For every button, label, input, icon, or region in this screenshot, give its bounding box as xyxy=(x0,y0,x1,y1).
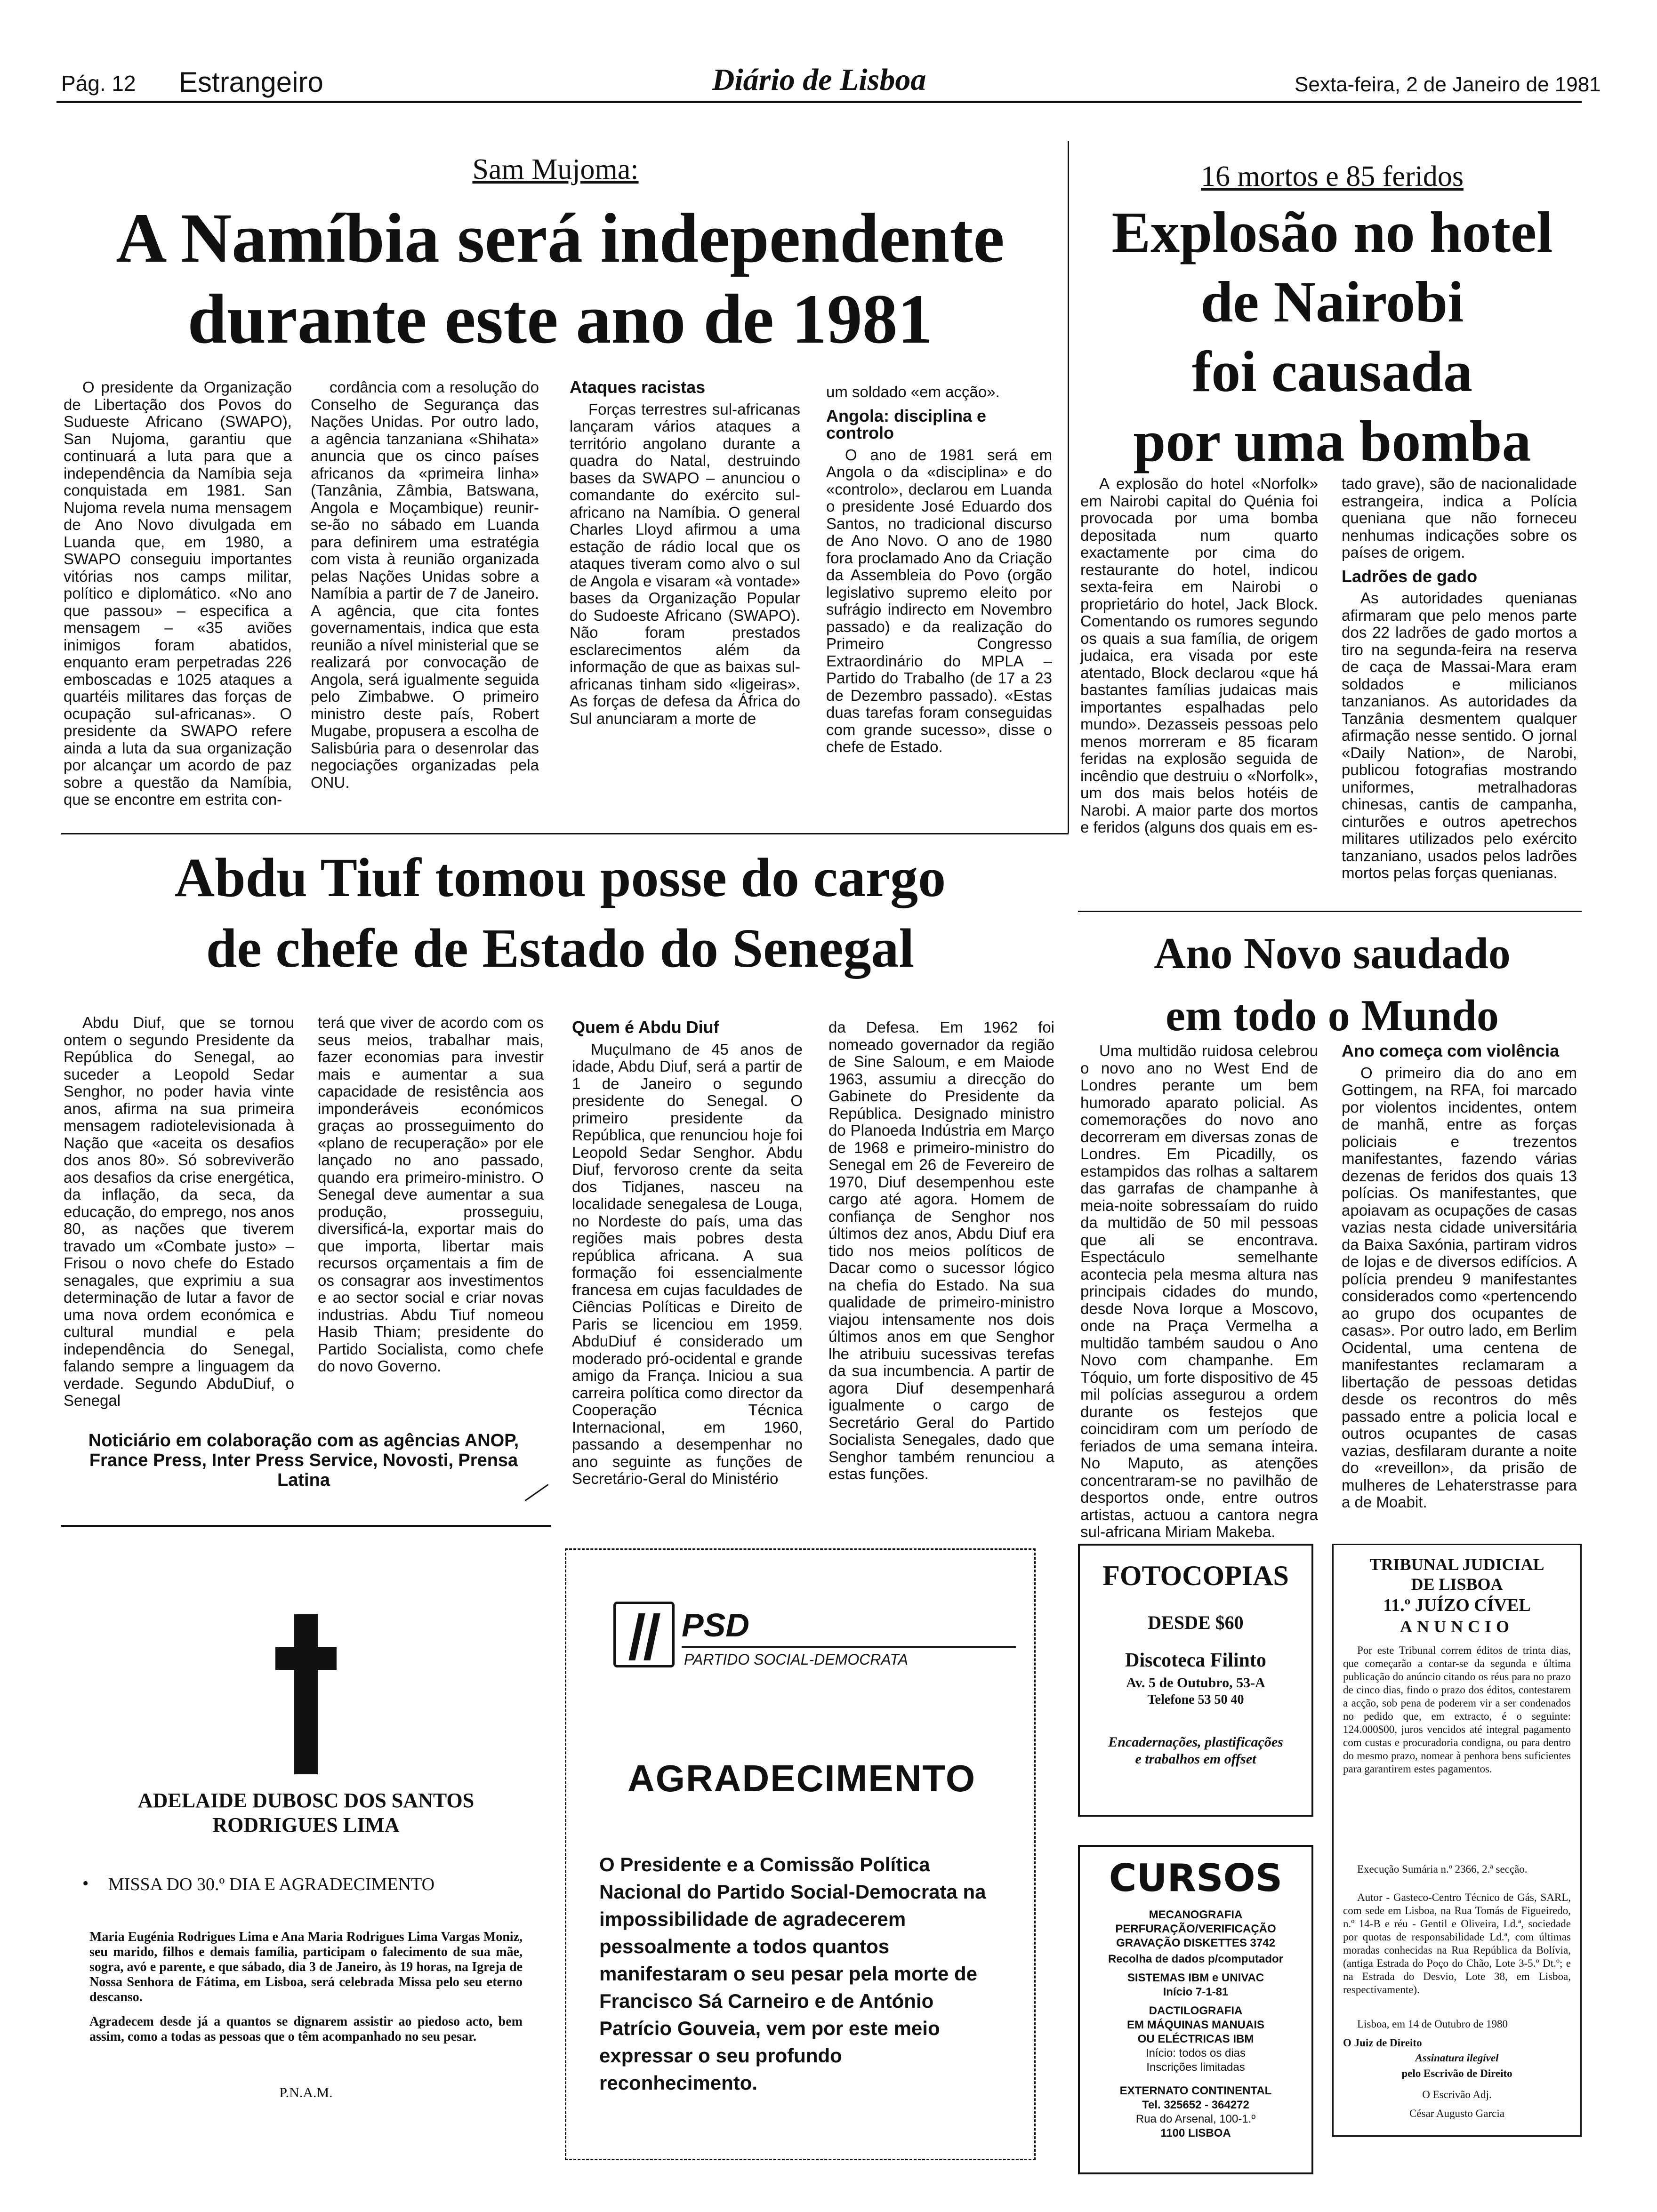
namibia-headline-line2: durante este ano de 1981 xyxy=(187,280,933,358)
nairobi-headline-line3: foi causada xyxy=(1192,339,1472,404)
fotocopias-title: FOTOCOPIAS xyxy=(1102,1560,1289,1591)
psd-title: AGRADECIMENTO xyxy=(627,1757,976,1799)
namibia-subhead-angola: Angola: disciplina e controlo xyxy=(826,406,987,442)
tribunal-anuncio: ANUNCIO xyxy=(1400,1617,1514,1636)
senegal-headline xyxy=(66,842,1054,984)
fotocopias-address: Av. 5 de Outubro, 53-A xyxy=(1126,1675,1265,1691)
namibia-text-4: O ano de 1981 será em Angola o da «disciplina» e do «controlo», declarou em Luanda o presidente José Eduardo dos Santos, no tradicional discurso de Ano Novo. O ano de 1980 fora proclamado Ano da Criação da Assembleia do Povo (orgão legislativo supremo eleito por sufrágio indirecto em Novembro passado) e da realização do Primeiro Congresso Extraordinário do MPLA – Partido do Trabalho (de 17 a 23 de Dezembro passado). «Estas duas tarefas foram conseguidas com grande sucesso», disse o chefe de Estado. xyxy=(826,446,1052,755)
namibia-text-1: O presidente da Organização de Libertação dos Povos do Sudueste Africano (SWAPO), San Nujoma, garantiu que continuará a luta para que a independência da Namíbia seja conquistada em 1981. San Nujoma revela numa mensagem de Ano Novo divulgada em Luanda que, em 1980, a SWAPO conseguiu importantes vitórias nos camps militar, político e diplomático. «No ano que passou» – especifica a mensagem – «35 aviões inimigos foram abatidos, enquanto eram perpetradas 226 emboscadas e 1025 ataques a quartéis militares das forças de ocupação sul-africanas». O presidente da SWAPO refere ainda a luta da sua organização por alcançar um acordo de paz sobre a questão da Namíbia, que se encontre em estrita con- xyxy=(64,378,292,808)
section-title: Estrangeiro xyxy=(179,66,323,98)
mid-rule-right xyxy=(1078,911,1582,912)
cursos-city: 1100 LISBOA xyxy=(1160,2127,1231,2140)
obituary-signature: P.N.A.M. xyxy=(279,2085,333,2100)
vertical-rule-top xyxy=(1068,141,1069,833)
fotocopias-ad xyxy=(1078,1544,1313,1817)
senegal-text-4: da Defesa. Em 1962 foi nomeado governador da região de Sine Saloum, e em Maiode 1963, assumiu a direcção do Gabinete do Presidente da República. Designado ministro do Planoeda Indústria em Março de 1968 e primeiro-ministro do Senegal em 26 de Fevereiro de 1970, Diuf desempenhou este cargo até agora. Homem de confiança de Senghor nos últimos dez anos, Abdu Diuf era tido nos meios políticos de Dacar como o sucessor lógico na chefia do Estado. Na sua qualidade de primeiro-ministro viajou intensamente nos dois últimos anos em que Senghor lhe atribuiu sucessivas terefas da sua incumbencia. A partir de agora Diuf desempenhará igualmente o cargo de Secretário Geral do Partido Socialista Senegales, dado que Senghor também renunciou a estas funções. xyxy=(828,1018,1054,1483)
obituary-block xyxy=(61,1534,551,2203)
obituary-missa: MISSA DO 30.º DIA E AGRADECIMENTO xyxy=(108,1875,435,1894)
cursos-line-2: PERFURAÇÃO/VERIFICAÇÃO xyxy=(1115,1923,1276,1935)
obituary-text-2: Agradecem desde já a quantos se dignarem assistir ao piedoso acto, bem assim, como a todas as pessoas que o têm acompanhado no seu pesar. xyxy=(89,2014,523,2044)
senegal-text-1: Abdu Diuf, que se tornou ontem o segundo Presidente da República do Senegal, ao suceder a Leopold Sedar Senghor, no poder havia vinte anos, afirma na sua primeira mensagem radiotelevisionada à Nação que «aceita os desafios dos anos 80». Só sobreviverão aos desafios da crise energética, da inflação, da seca, da educação, do emprego, nos anos 80, as nações que tiverem travado um «Combate justo» – Frisou o novo chefe do Estado senagales, que exprimiu a sua determinação de lutar a favor de uma nova ordem económica e cultural mundial e pela independência do Senegal, falando sempre a linguagem da verdade. Segundo AbduDiuf, o Senegal xyxy=(64,1014,294,1409)
psd-party-name: PARTIDO SOCIAL-DEMOCRATA xyxy=(684,1651,908,1668)
nairobi-column-2 xyxy=(1342,475,1577,884)
senegal-column-4 xyxy=(828,1019,1054,1485)
ano-novo-column-1 xyxy=(1080,1042,1318,1543)
cursos-line-3: GRAVAÇÃO DISKETTES 3742 xyxy=(1116,1937,1275,1949)
tribunal-pelo: pelo Escrivão de Direito xyxy=(1401,2068,1512,2079)
fotocopias-phone: Telefone 53 50 40 xyxy=(1147,1692,1244,1707)
namibia-subhead-ataques: Ataques racistas xyxy=(570,377,706,397)
cursos-tel: Tel. 325652 - 364272 xyxy=(1142,2099,1249,2111)
cursos-line-8: EM MÁQUINAS MANUAIS xyxy=(1127,2019,1264,2031)
tribunal-title-1: TRIBUNAL JUDICIAL xyxy=(1369,1555,1544,1574)
namibia-headline-line1: A Namíbia será independente xyxy=(116,199,1005,277)
ano-novo-text-1: Uma multidão ruidosa celebrou o novo ano no West End de Londres perante um bem humorado aparato policial. As comemorações do novo ano decorreram em diversas zonas de Londres. Em Picadilly, os estampidos das rolhas a saltarem das garrafas de champanhe à meia-noite sobressaíam do ruido da multidão de 50 mil pessoas que ali se encontrava. Espectáculo semelhante acontecia pela mesma altura nas principais cidades do mundo, desde Nova Iorque a Moscovo, onde na Praça Vermelha a multidão também saudou o Ano Novo com champanhe. Em Tóquio, um forte dispositivo de 45 mil polícias assegurou a ordem durante os festejos que coincidiram com um período de feriados de uma semana inteira. No Maputo, as atenções concentraram-se no pavilhão de desportos onde, entre outros artistas, actuou a cantora negra sul-africana Miriam Makeba. xyxy=(1080,1042,1318,1540)
tribunal-execucao: Execução Sumária n.º 2366, 2.ª secção. xyxy=(1357,1863,1528,1875)
cursos-ad xyxy=(1078,1845,1313,2174)
senegal-headline-line2: de chefe de Estado do Senegal xyxy=(206,917,915,979)
namibia-column-3 xyxy=(570,379,800,729)
psd-logo: PSD xyxy=(682,1607,749,1643)
cursos-line-6: Início 7-1-81 xyxy=(1163,1986,1229,1998)
ano-novo-subhead: Ano começa com violência xyxy=(1342,1041,1560,1060)
cursos-line-10: Início: todos os dias xyxy=(1145,2047,1246,2060)
nairobi-headline-line1: Explosão no hotel xyxy=(1111,200,1553,264)
tribunal-name: César Augusto Garcia xyxy=(1409,2108,1504,2119)
tribunal-escrivao: O Escrivão Adj. xyxy=(1422,2089,1492,2100)
cursos-line-11: Inscrições limitadas xyxy=(1146,2061,1245,2074)
obituary-bullet: • xyxy=(82,1874,89,1893)
nairobi-headline-line2: de Nairobi xyxy=(1200,270,1464,334)
tribunal-notice xyxy=(1332,1544,1582,2137)
psd-rule xyxy=(682,1646,1016,1648)
obituary-name-1: ADELAIDE DUBOSC DOS SANTOS xyxy=(137,1789,475,1812)
namibia-column-2 xyxy=(311,379,539,793)
namibia-column-4 xyxy=(826,384,1052,758)
ano-novo-headline xyxy=(1078,922,1586,1047)
nairobi-text-1: A explosão do hotel «Norfolk» em Nairobi capital do Quénia foi provocada por uma bomba depositada num quarto exactamente por cima do restaurante do hotel, indicou sexta-feira em Nairobi o proprietário do hotel, Jack Block. Comentando os rumores segundo os quais a sua família, de origem judaica, era visada por este atentado, Block declarou «que há bastantes famílias judaicas mais importantes espalhadas pelo mundo». Dezasseis pessoas pelo menos morreram e 85 ficaram feridas na explosão seguida de incêndio que destruiu o «Norfolk», um dos mais belos hotéis de Narobi. A maior parte dos mortos e feridos (alguns dos quais em es- xyxy=(1080,475,1318,836)
nairobi-column-1 xyxy=(1080,475,1318,838)
page-number: Pág. 12 xyxy=(61,71,136,96)
bottom-rule xyxy=(61,1525,551,1527)
psd-text: O Presidente e a Comissão Política Nacional do Partido Social-Democrata na impossibilidade de agradecerem pessoalmente a todos quantos manifestaram o seu pesar pela morte de Francisco Sá Carneiro e de António Patrício Gouveia, vem por este meio expressar o seu profundo reconhecimento. xyxy=(599,1853,986,2094)
senegal-headline-line1: Abdu Tiuf tomou posse do cargo xyxy=(174,847,946,908)
ano-novo-column-2 xyxy=(1342,1042,1577,1513)
nairobi-headline-line4: por uma bomba xyxy=(1133,409,1531,473)
namibia-headline xyxy=(66,198,1054,360)
cursos-lines xyxy=(1085,1908,1307,2140)
ano-novo-headline-line2: em todo o Mundo xyxy=(1166,991,1499,1040)
obituary-text: Maria Eugénia Rodrigues Lima e Ana Maria Rodrigues Lima Vargas Moniz, seu marido, filhos e demais família, participam o falecimento de sua mãe, sogra, avó e parente, e que sábado, dia 3 de Janeiro, às 19 horas, na Igreja de Nossa Senhora de Fátima, em Lisboa, será celebrada Missa pelo seu eterno descanso. xyxy=(89,1930,523,2004)
cursos-line-5: SISTEMAS IBM e UNIVAC xyxy=(1127,1972,1264,1984)
nairobi-kicker: 16 mortos e 85 feridos xyxy=(1201,160,1464,192)
fotocopias-price: DESDE $60 xyxy=(1148,1612,1244,1633)
namibia-text-2: cordância com a resolução do Conselho de Segurança das Nações Unidas. Por outro lado, a agência tanzaniana «Shihata» anuncia que os cinco países africanos da «primeira linha» (Tanzânia, Zâmbia, Batswana, Angola e Moçambique) reunir-se-ão no sábado em Luanda para definirem uma estratégia com vista à reunião organizada pelas Nações Unidas sobre a Namíbia a partir de 7 de Janeiro. A agência, que cita fontes governamentais, indica que esta reunião a nível ministerial que se realizará por convocação de Angola, será igualmente seguida pelo Zimbabwe. O primeiro ministro deste país, Robert Mugabe, propusera a escolha de Salisbúria para o desenrolar das negociações organizadas pela ONU. xyxy=(311,378,539,791)
tribunal-title-2: DE LISBOA xyxy=(1411,1575,1503,1594)
tribunal-assinatura: Assinatura ilegível xyxy=(1415,2052,1499,2064)
masthead: Diário de Lisboa xyxy=(712,63,926,97)
cursos-title: CURSOS xyxy=(1109,1856,1283,1900)
header-rule xyxy=(56,101,1582,103)
agency-credits: Noticiário em colaboração com as agências ANOP, France Press, Inter Press Service, Novosti, Prensa Latina xyxy=(88,1431,519,1490)
cursos-line-9: OU ELÉCTRICAS IBM xyxy=(1137,2033,1254,2045)
cursos-line-4: Recolha de dados p/computador xyxy=(1108,1953,1284,1965)
tribunal-title-3: 11.º JUÍZO CÍVEL xyxy=(1383,1595,1531,1615)
ano-novo-text-2: O primeiro dia do ano em Gottingem, na RFA, foi marcado por violentos incidentes, ontem de manhã, entre as forças policiais e trezentos manifestantes, fazendo várias dezenas de feridos dos quais 13 polícias. Os manifestantes, que apoiavam as ocupações de casas vazias nesta cidade universitária da Baixa Saxónia, partiram vidros de lojas e de diversos edifícios. A polícia prendeu 9 manifestantes considerados como «pertencendo ao grupo dos ocupantes de casas». Por outro lado, em Berlim Ocidental, uma centena de manifestantes reclamaram a libertação de pessoas detidas desde os recontros do mês passado entre a policia local e outros ocupantes de casas vazias, desfilaram durante a noite do «reveillon», da prisão de mulheres de Lehaterstrasse para a de Moabit. xyxy=(1342,1064,1577,1511)
ano-novo-headline-line1: Ano Novo saudado xyxy=(1154,929,1511,978)
nairobi-text-2: tado grave), são de nacionalidade estrangeira, indica a Polícia queniana que não forneceu nenhumas indicações sobre os países de origem. xyxy=(1342,475,1577,561)
nairobi-headline xyxy=(1078,198,1586,476)
fotocopias-services: Encadernações, plastificações e trabalhos em offset xyxy=(1108,1734,1283,1767)
tribunal-date: Lisboa, em 14 de Outubro de 1980 xyxy=(1357,2018,1508,2030)
nairobi-subhead: Ladrões de gado xyxy=(1342,566,1478,586)
cross-icon xyxy=(275,1614,337,1774)
namibia-column-1 xyxy=(64,379,292,810)
tribunal-text: Por este Tribunal correm éditos de trinta dias, que começarão a contar-se da segunda e última publicação do anúncio citando os réus para no prazo de cinco dias, findo o prazo dos éditos, contestarem a acção, sob pena de poderem vir a ser condenados no pedido que, em extracto, é o seguinte: 124.000$00, juros vencidos até integral pagamento com custas e procuradoria condigna, ou para dentro do mesmo prazo, nomear à penhora bens suficientes para garantirem estes pagamentos. xyxy=(1343,1644,1571,1775)
cursos-line-7: DACTILOGRAFIA xyxy=(1149,2004,1243,2017)
nairobi-text-2b: As autoridades quenianas afirmaram que pelo menos parte dos 22 ladrões de gado mortos a tiro na segunda-feira na reserva de caça de Massai-Mara eram soldados e milicianos tanzanianos. As autoridades da Tanzânia desmentem qualquer afirmação nesse sentido. O jornal «Daily Nation», de Narobi, publicou fotografias mostrando uniformes, metralhadoras chinesas, cantis de campanha, cinturões e outros apetrechos militares utilizados pelo exército tanzaniano, usados pelos ladrões mortos pelas forças quenianas. xyxy=(1342,589,1577,882)
senegal-subhead: Quem é Abdu Diuf xyxy=(572,1018,719,1037)
senegal-text-2: terá que viver de acordo com os seus meios, trabalhar mais, fazer economias para investir mais e aumentar a sua capacidade de resistência aos imponderáveis económicos graças ao prosseguimento do «plano de recuperação» por ele lançado no ano passado, quando era primeiro-ministro. O Senegal deve aumentar a sua produção, prosseguiu, diversificá-la, exportar mais do que importa, libertar mais recursos orçamentais a fim de os consagrar aos investimentos e ao sector social e criar novas industrias. Abdu Tiuf nomeou Hasib Thiam; presidente do Partido Socialista, como chefe do novo Governo. xyxy=(318,1014,544,1375)
psd-announcement xyxy=(565,1548,1036,2160)
obituary-name-2: RODRIGUES LIMA xyxy=(212,1813,400,1836)
senegal-column-1 xyxy=(64,1014,294,1411)
tribunal-autor: Autor - Gasteco-Centro Técnico de Gás, SARL, com sede em Lisboa, na Rua Tomás de Figueiredo, n.º 14-B e réu - Gentil e Oliveira, Ld.ª, sociedade por quotas de responsabilidade Ld.ª, com últimas moradas conhecidas na Rua República da Bolívia, (antiga Estrada do Poço do Chão, Lote 3-5.º Dt.º; e na Estrada do Desvio, Lote 38, em Lisboa, respectivamente). xyxy=(1343,1891,1571,1996)
cursos-line-1: MECANOGRAFIA xyxy=(1149,1908,1243,1921)
tribunal-juiz: O Juiz de Direito xyxy=(1343,2037,1422,2049)
psd-logo-icon xyxy=(613,1602,675,1667)
issue-date: Sexta-feira, 2 de Janeiro de 1981 xyxy=(1295,73,1601,96)
cursos-school: EXTERNATO CONTINENTAL xyxy=(1119,2084,1272,2097)
senegal-text-3: Muçulmano de 45 anos de idade, Abdu Diuf, será a partir de 1 de Janeiro o segundo presidente do Senegal. O primeiro presidente da República, que renunciou hoje foi Leopold Sedar Senghor. Abdu Diuf, fervoroso crente da seita dos Tidjanes, nasceu na localidade senegalesa de Louga, no Nordeste do país, uma das regiões mais pobres desta república africana. A sua formação foi essencialmente francesa em cujas faculdades de Ciências Políticas e Direito de Paris se licenciou em 1959. AbduDiuf é considerado um moderado pró-ocidental e grande amigo da França. Iniciou a sua carreira política como director da Cooperação Técnica Internacional, em 1960, passando a desempenhar no ano seguinte as funções de Secretário-Geral do Ministério xyxy=(572,1040,803,1487)
namibia-text-3: Forças terrestres sul-africanas lançaram vários ataques a território angolano durante a quadra do Natal, destruindo bases da SWAPO – anunciou o comandante do exército sul-africano na Namíbia. O general Charles Lloyd afirmou a uma estação de rádio local que os ataques tiveram como alvo o sul de Angola e visaram «à vontade» bases da Organização Popular do Sudoeste Africano (SWAPO). Não foram prestados esclarecimentos além da informação de que as baixas sul-africanas tinham sido «ligeiras». As forças de defesa da África do Sul anunciaram a morte de xyxy=(570,400,800,727)
namibia-text-4-lead: um soldado «em acção». xyxy=(826,383,1000,401)
senegal-column-3 xyxy=(572,1019,803,1490)
mid-rule-left xyxy=(61,833,1069,834)
namibia-kicker: Sam Mujoma: xyxy=(472,153,639,185)
cursos-street: Rua do Arsenal, 100-1.º xyxy=(1135,2113,1256,2125)
senegal-column-2 xyxy=(318,1014,544,1377)
fotocopias-shop: Discoteca Filinto xyxy=(1125,1650,1266,1671)
